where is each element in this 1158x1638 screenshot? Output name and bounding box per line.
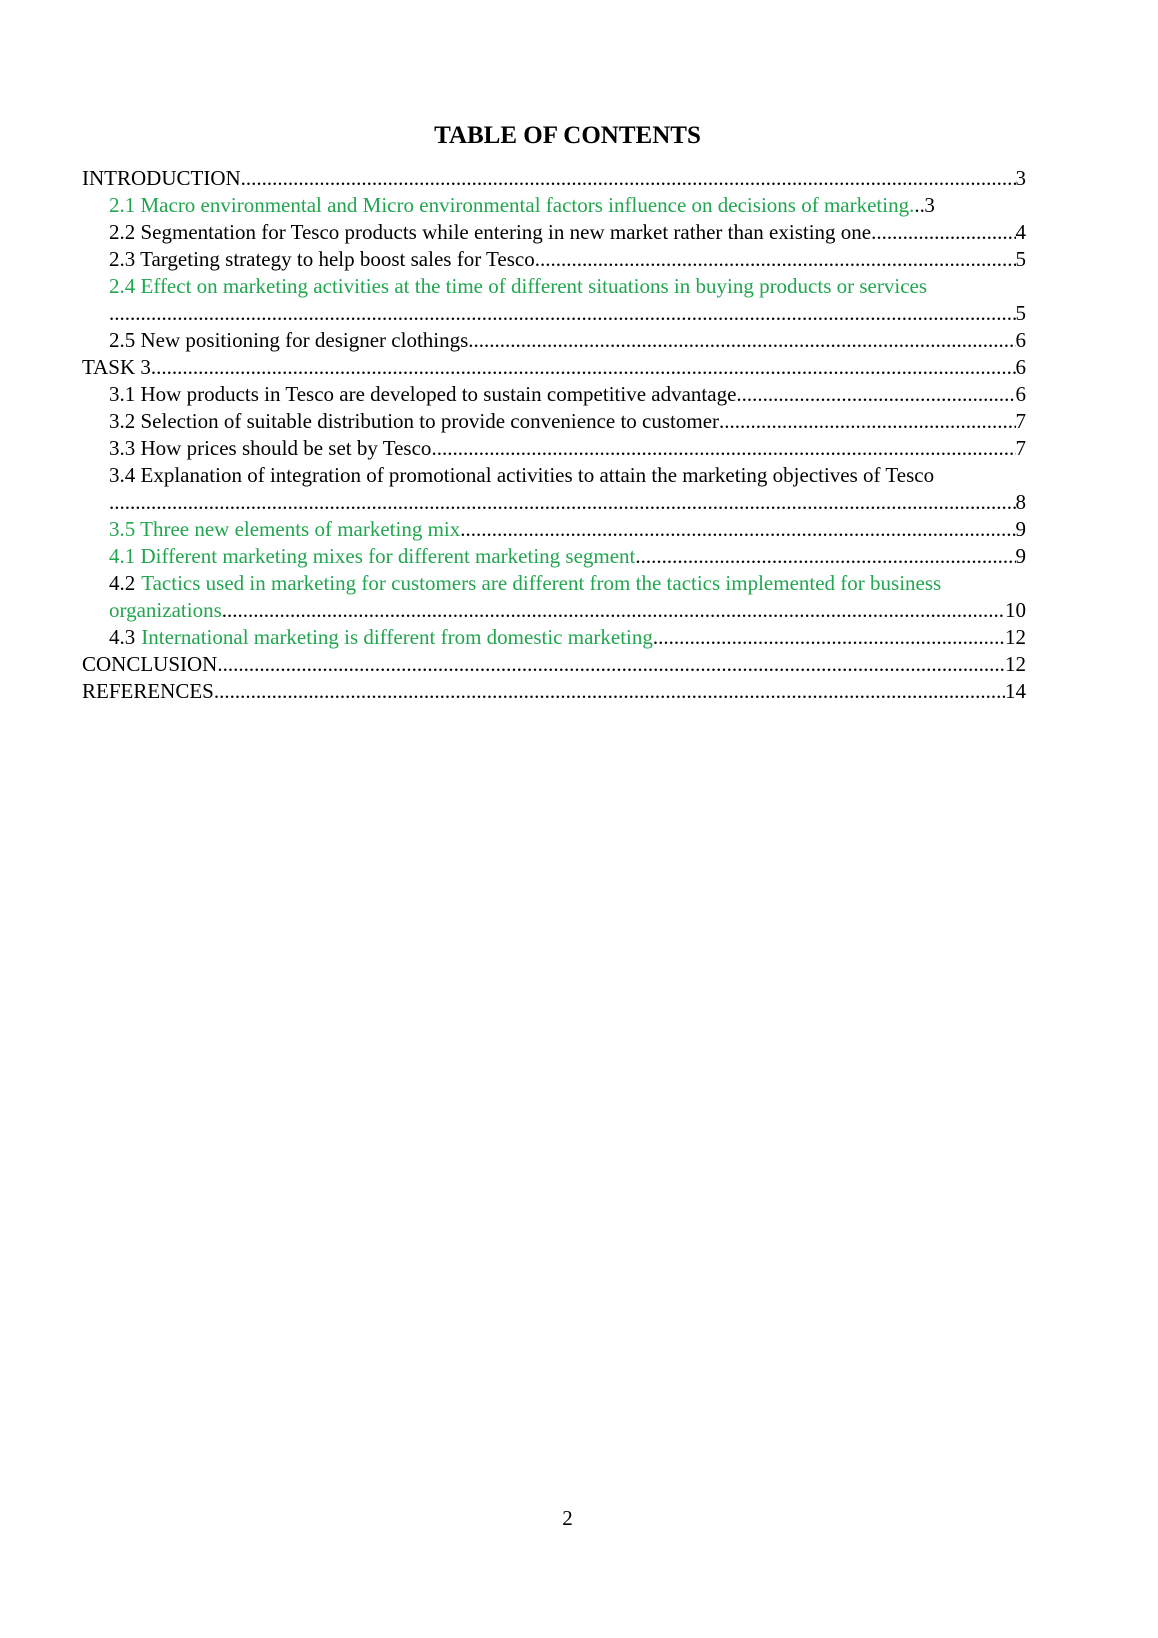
toc-entry-text: 3.5 Three new elements of marketing mix — [109, 517, 461, 541]
toc-title: TABLE OF CONTENTS — [434, 122, 701, 149]
toc-page-number: 6 — [1015, 355, 1026, 379]
toc-entry-4-3[interactable] — [0, 624, 1158, 651]
toc-entry-task-3[interactable] — [0, 354, 1158, 381]
toc-entry-3-5[interactable] — [0, 516, 1158, 543]
toc-entry-3-2[interactable] — [0, 408, 1158, 435]
toc-entry-2-4[interactable] — [0, 273, 1158, 300]
toc-leader-dots — [635, 543, 1015, 570]
toc-page-number: 5 — [1015, 247, 1026, 271]
page-number: 2 — [562, 1506, 573, 1530]
toc-leader-dots — [535, 246, 1016, 273]
toc-leader-dots — [241, 165, 1016, 192]
toc-entry-text: TASK 3 — [82, 355, 151, 379]
toc-page-number: 14 — [1005, 679, 1026, 703]
toc-leader-dots — [914, 192, 924, 219]
toc-entry-text: 2.1 Macro environmental and Micro environmental factors influence on decisions of marketing. — [109, 193, 915, 217]
toc-entry-text: 2.4 Effect on marketing activities at the time of different situations in buying products or services — [109, 274, 928, 298]
toc-page-number: 7 — [1015, 409, 1026, 433]
toc-entry-4-2-continued[interactable] — [0, 597, 1158, 624]
toc-entry-text: REFERENCES — [82, 679, 214, 703]
toc-entry-text: 3.2 Selection of suitable distribution to provide convenience to customer — [109, 409, 720, 433]
toc-leader-dots — [217, 651, 1005, 678]
toc-entry-4-2[interactable] — [0, 570, 1158, 597]
toc-entry-text: Tactics used in marketing for customers are different from the tactics implemented for business — [141, 571, 942, 595]
toc-leader-dots — [736, 381, 1015, 408]
toc-page-number: 12 — [1005, 652, 1026, 676]
toc-leader-dots — [653, 624, 1005, 651]
toc-entry-text: 3.3 How prices should be set by Tesco — [109, 436, 432, 460]
toc-page-number: 5 — [1015, 301, 1026, 325]
toc-leader-dots — [719, 408, 1015, 435]
toc-entry-text: 3.1 How products in Tesco are developed to sustain competitive advantage — [109, 382, 737, 406]
toc-entry-conclusion[interactable] — [0, 651, 1158, 678]
toc-entry-text: INTRODUCTION — [82, 166, 241, 190]
toc-entry-text: organizations — [109, 598, 222, 622]
toc-list — [0, 165, 1158, 705]
toc-entry-4-1[interactable] — [0, 543, 1158, 570]
toc-page-number: 3 — [1015, 166, 1026, 190]
toc-entry-text: 2.5 New positioning for designer clothings — [109, 328, 469, 352]
toc-page-number: 12 — [1005, 625, 1026, 649]
toc-page-number: 10 — [1005, 598, 1026, 622]
toc-entry-references[interactable] — [0, 678, 1158, 705]
toc-entry-text: International marketing is different from domestic marketing — [141, 625, 653, 649]
toc-entry-number: 4.2 — [109, 571, 136, 595]
toc-entry-2-4-leader-line[interactable] — [0, 300, 1158, 327]
toc-leader-dots — [109, 300, 1016, 327]
toc-entry-3-4-leader-line[interactable] — [0, 489, 1158, 516]
toc-entry-text: 2.2 Segmentation for Tesco products while entering in new market rather than existing one — [109, 220, 872, 244]
toc-entry-text: 4.1 Different marketing mixes for different marketing segment — [109, 544, 636, 568]
toc-page-number: 9 — [1015, 544, 1026, 568]
toc-entry-2-2[interactable] — [0, 219, 1158, 246]
toc-entry-text: 2.3 Targeting strategy to help boost sales for Tesco — [109, 247, 535, 271]
toc-leader-dots — [468, 327, 1015, 354]
toc-leader-dots — [431, 435, 1015, 462]
toc-entry-2-1[interactable] — [0, 192, 1158, 219]
toc-leader-dots — [871, 219, 1015, 246]
toc-leader-dots — [460, 516, 1015, 543]
toc-entry-text: 3.4 Explanation of integration of promotional activities to attain the marketing objectives of Tesco — [109, 463, 935, 487]
toc-page-number: 3 — [924, 193, 935, 217]
toc-leader-dots — [151, 354, 1016, 381]
toc-entry-text: CONCLUSION — [82, 652, 218, 676]
toc-leader-dots — [222, 597, 1005, 624]
toc-entry-2-3[interactable] — [0, 246, 1158, 273]
toc-page-number: 4 — [1015, 220, 1026, 244]
toc-page-number: 7 — [1015, 436, 1026, 460]
toc-page-number: 6 — [1015, 328, 1026, 352]
toc-page-number: 8 — [1015, 490, 1026, 514]
toc-page-number: 6 — [1015, 382, 1026, 406]
toc-entry-2-5[interactable] — [0, 327, 1158, 354]
toc-entry-number: 4.3 — [109, 625, 136, 649]
toc-entry-introduction[interactable] — [0, 165, 1158, 192]
toc-leader-dots — [214, 678, 1005, 705]
toc-entry-3-4[interactable] — [0, 462, 1158, 489]
toc-entry-3-1[interactable] — [0, 381, 1158, 408]
toc-leader-dots — [109, 489, 1016, 516]
toc-entry-3-3[interactable] — [0, 435, 1158, 462]
toc-page-number: 9 — [1015, 517, 1026, 541]
